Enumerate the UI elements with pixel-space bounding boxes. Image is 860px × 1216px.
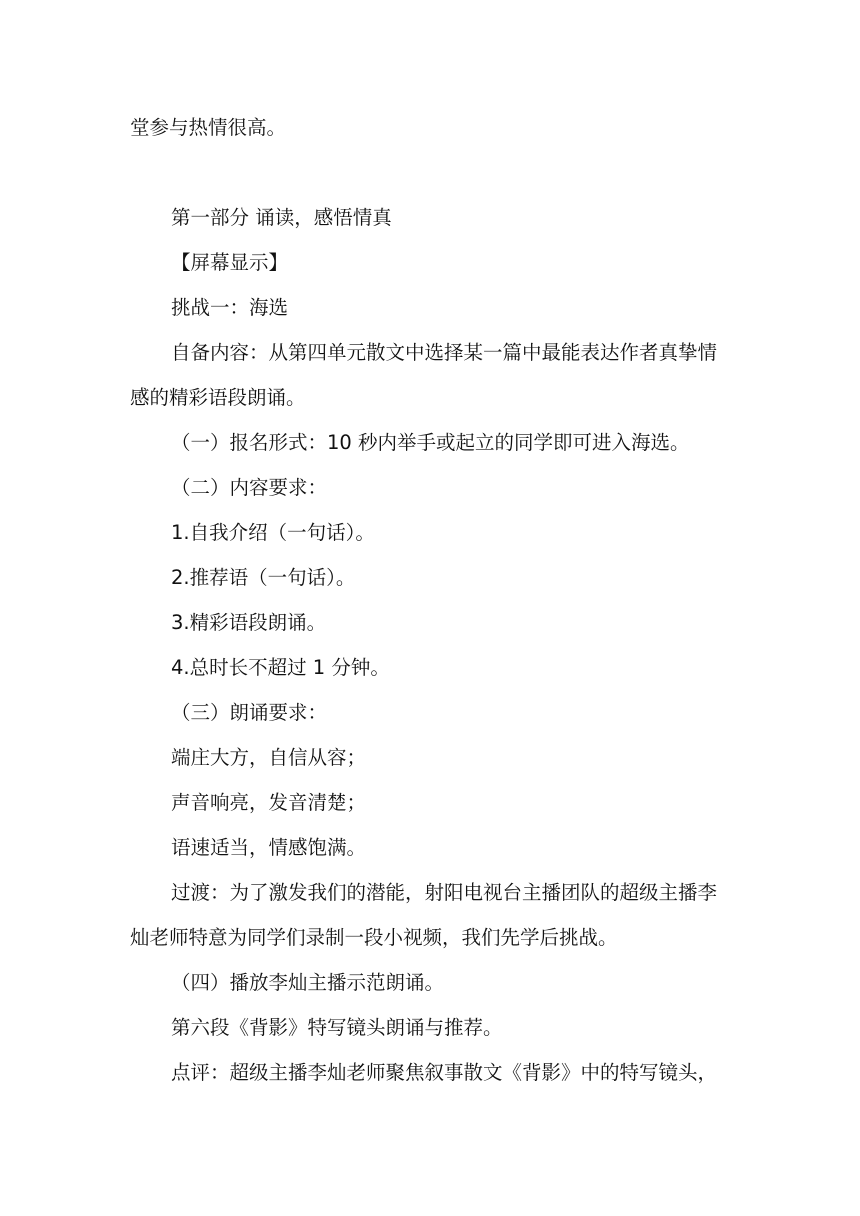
- text-line: 堂参与热情很高。: [130, 116, 287, 139]
- text-line: 挑战一：海选: [171, 296, 289, 319]
- list-item: 3.精彩语段朗诵。: [171, 611, 327, 634]
- text-line: 声音响亮，发音清楚；: [171, 791, 367, 814]
- text-line: （二）内容要求：: [171, 476, 328, 499]
- list-item: 2.推荐语（一句话）。: [171, 566, 356, 589]
- text-line: （一）报名形式：10 秒内举手或起立的同学即可进入海选。: [171, 431, 690, 454]
- text-line: （三）朗诵要求：: [171, 701, 328, 724]
- text-line: 灿老师特意为同学们录制一段小视频，我们先学后挑战。: [130, 926, 618, 949]
- list-item: 4.总时长不超过 1 分钟。: [171, 656, 390, 679]
- text-line: 端庄大方，自信从容；: [171, 746, 367, 769]
- text-line: 语速适当，情感饱满。: [171, 836, 367, 859]
- text-line: 自备内容：从第四单元散文中选择某一篇中最能表达作者真挚情: [171, 341, 718, 364]
- text-line: 过渡：为了激发我们的潜能，射阳电视台主播团队的超级主播李: [171, 881, 718, 904]
- text-line: 感的精彩语段朗诵。: [130, 386, 306, 409]
- text-line: 第六段《背影》特写镜头朗诵与推荐。: [171, 1016, 503, 1039]
- text-line: 【屏幕显示】: [171, 251, 289, 274]
- text-line: （四）播放李灿主播示范朗诵。: [171, 971, 445, 994]
- section-heading: 第一部分 诵读，感悟情真: [171, 206, 392, 229]
- list-item: 1.自我介绍（一句话）。: [171, 521, 375, 544]
- text-line: 点评：超级主播李灿老师聚焦叙事散文《背影》中的特写镜头，: [171, 1061, 718, 1084]
